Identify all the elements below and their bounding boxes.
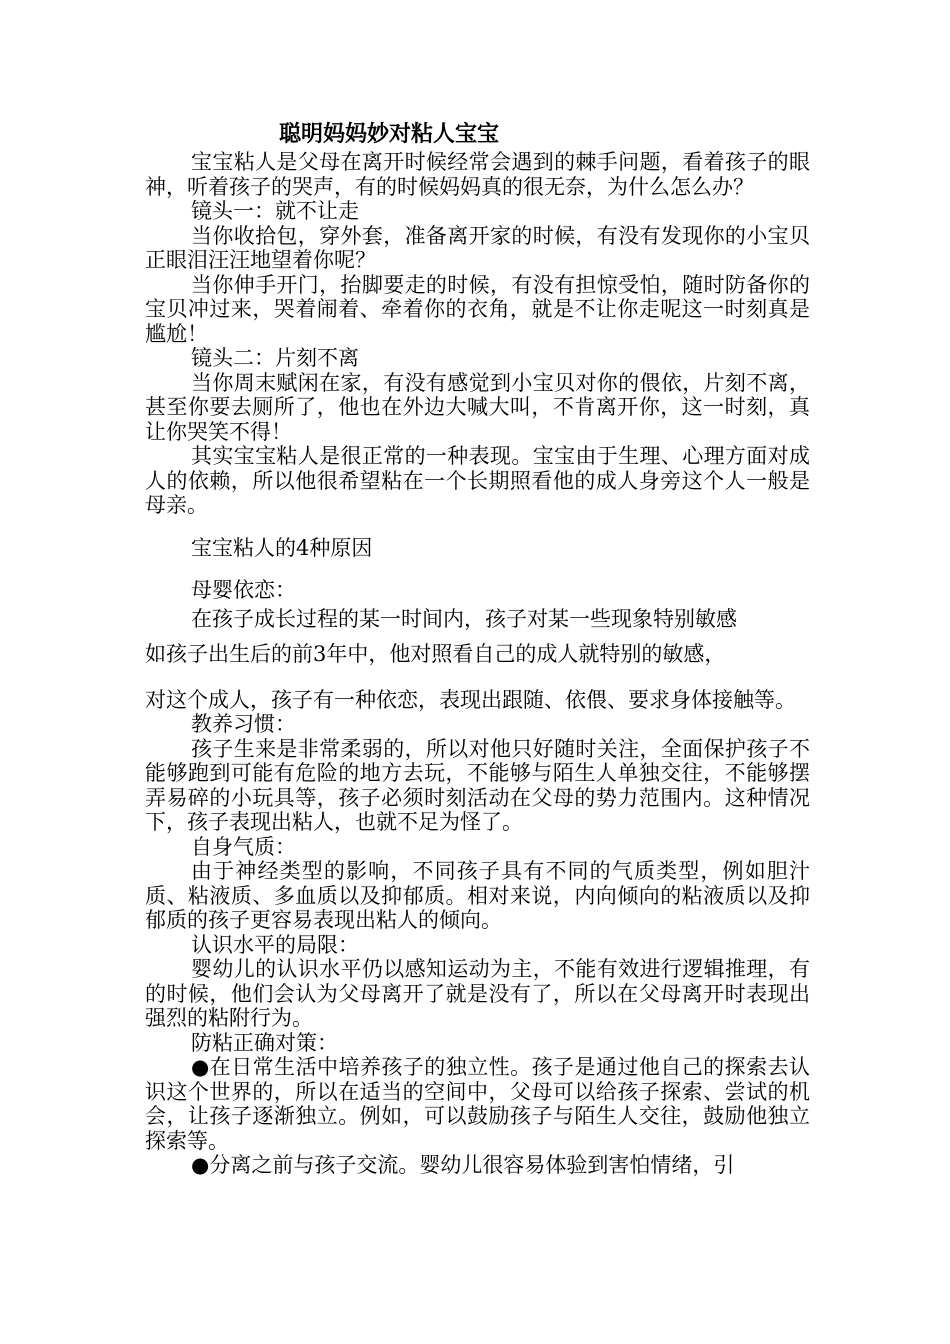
intro-paragraph: 宝宝粘人是父母在离开时候经常会遇到的棘手问题，看着孩子的眼神，听着孩子的哭声，有的时候妈妈真的很无奈，为什么怎么办？ (145, 150, 810, 199)
scene-1-paragraph-1: 当你收拾包，穿外套，准备离开家的时候，有没有发现你的小宝贝正眼泪汪汪地望着你呢？ (145, 223, 810, 272)
reason-1-line-2: 如孩子出生后的前3年中，他对照看自己的成人就特别的敏感， (145, 641, 726, 666)
scene-1-heading: 镜头一：就不让走 (191, 199, 359, 223)
strategy-1-paragraph: ●在日常生活中培养孩子的独立性。孩子是通过他自己的探索去认识这个世界的，所以在适当的空间中，父母可以给孩子探索、尝试的机会，让孩子逐渐独立。例如，可以鼓励孩子与陌生人交往，鼓励他独立探索等。 (145, 1055, 810, 1153)
reason-4-heading: 认识水平的局限： (191, 932, 359, 957)
document-title: 聪明妈妈妙对粘人宝宝 (279, 121, 500, 147)
scene-2-paragraph: 当你周末赋闲在家，有没有感觉到小宝贝对你的偎依，片刻不离，甚至你要去厕所了，他也在外边大喊大叫，不肯离开你，这一时刻，真让你哭笑不得！ (145, 370, 810, 444)
reason-4-paragraph: 婴幼儿的认识水平仍以感知运动为主，不能有效进行逻辑推理，有的时候，他们会认为父母离开了就是没有了，所以在父母离开时表现出强烈的粘附行为。 (145, 957, 810, 1030)
reason-1-line-1: 在孩子成长过程的某一时间内，孩子对某一些现象特别敏感 (191, 606, 737, 631)
strategies-heading: 防粘正确对策： (191, 1030, 338, 1055)
reason-2-paragraph: 孩子生来是非常柔弱的，所以对他只好随时关注，全面保护孩子不能够跑到可能有危险的地方去玩，不能够与陌生人单独交往，不能够摆弄易碎的小玩具等，孩子必须时刻活动在父母的势力范围内。这种情况下，孩子表现出粘人，也就不足为怪了。 (145, 736, 810, 834)
strategy-2-paragraph: ●分离之前与孩子交流。婴幼儿很容易体验到害怕情绪，引 (191, 1153, 735, 1177)
summary-paragraph: 其实宝宝粘人是很正常的一种表现。宝宝由于生理、心理方面对成人的依赖，所以他很希望粘在一个长期照看他的成人身旁这个人一般是母亲。 (145, 444, 810, 517)
reason-1-heading: 母婴依恋： (191, 578, 296, 602)
reason-2-heading: 教养习惯： (191, 712, 296, 736)
reason-3-heading: 自身气质： (191, 834, 296, 859)
scene-2-heading: 镜头二：片刻不离 (191, 346, 359, 370)
reason-1-line-3: 对这个成人，孩子有一种依恋，表现出跟随、依偎、要求身体接触等。 (145, 687, 796, 712)
reason-3-paragraph: 由于神经类型的影响，不同孩子具有不同的气质类型，例如胆汁质、粘液质、多血质以及抑郁质。相对来说，内向倾向的粘液质以及抑郁质的孩子更容易表现出粘人的倾向。 (145, 859, 810, 932)
scene-1-paragraph-2: 当你伸手开门，抬脚要走的时候，有没有担惊受怕，随时防备你的宝贝冲过来，哭着闹着、牵着你的衣角，就是不让你走呢这一时刻真是尴尬！ (145, 272, 810, 346)
document-page (145, 118, 810, 1178)
reasons-heading: 宝宝粘人的4种原因 (191, 535, 373, 560)
